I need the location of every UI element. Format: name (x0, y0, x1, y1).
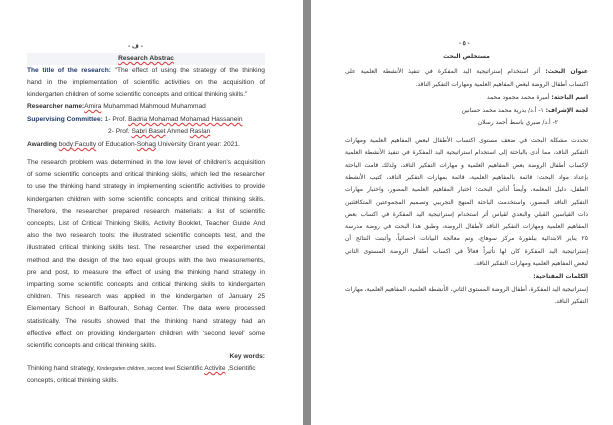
arabic-body-line: المفاهيم العلمية ومهارات التفكير الناقد لأطفال الروضة، وطبق هذا البحث في روضة مدرسة (345, 223, 588, 231)
title-line-1 (345, 66, 588, 78)
committee-line-2: ٢- أ.د/ صبري باسط أحمد رسلان (477, 119, 558, 126)
researcher-label: اسم الباحثة: (551, 94, 588, 101)
researcher-label: Researcher name: (27, 103, 85, 110)
awarding-rest: of Education- (96, 141, 137, 148)
title-line-2: hand in the implementation of scientific activities on the acquisition of (27, 79, 265, 86)
abstract-heading: مستخلص البحث (443, 53, 490, 60)
researcher-name: أميرة محمد محمود محمد (486, 94, 552, 101)
body-line: to use the thinking hand strategy in implementing scientific activities to provide (27, 183, 265, 191)
body-line: concepts, List of Critical Thinking Skills, Activity Booklet, Teacher Guide And (27, 220, 265, 227)
committee-1-name: Badria Mohamad Mohamad Hassanein (128, 116, 243, 123)
arabic-body-line: ذات القياسين القبلي والبعدي لقياس أثر استخدام إستراتيجية اليد المفكرة في اكساب بعض (345, 210, 588, 218)
keywords-line-2: concepts, critical thinking skills. (27, 377, 119, 384)
researcher-first: Amira (84, 103, 102, 110)
body-line: statistically. The results showed that the thinking hand strategy had an (27, 317, 265, 325)
committee-line-1 (345, 105, 588, 117)
page-divider (303, 0, 311, 425)
keywords-line-1: إستراتيجية اليد المفكرة، أطفال الروضة المستوى الثاني، الأنشطة العلمية، المفاهيم العلمية، مهارات (344, 286, 588, 293)
kw-d: ,Scientific (225, 365, 256, 372)
arabic-body-line: ٢٥ يناير الابتدائية ببلفورة مركز سوهاج، وتم معالجة البيانات احصائياً، وأثبتت النتائج أن (345, 235, 588, 243)
kw-a: Thinking hand strategy, (27, 365, 97, 372)
body-line: scientific concepts and critical thinking skills. (27, 342, 157, 349)
body-line: illustrated critical thinking skills test. The researcher used the experimental (27, 244, 265, 252)
awarding-end: University Grant year: 2021. (155, 141, 240, 148)
committee-1-prefix: 1- Prof. (102, 116, 129, 123)
awarding-sohag: Sohag (136, 141, 156, 148)
arabic-body-line: التفكير الناقد المصور، واستخدمت الباحثة المنهج التجريبي وتصميم المجموعتين المتكافئتين (345, 198, 588, 206)
committee-label: لجنة الإشراف: (545, 107, 588, 114)
arabic-body-line: إستراتيجية اليد المفكرة كان لها تأثيراً فعالاً في اكساب أطفال الروضة المستوى الثاني (345, 247, 588, 255)
committee-line-2 (108, 126, 210, 138)
body-line: imparting some scientific concepts and critical thinking skills to kindergarten (27, 281, 265, 288)
kw-b: Scientific (176, 365, 205, 372)
title-text: أثر استخدام إستراتيجية اليد المفكرة في تنفيذ الأنشطة العلمية على (345, 68, 546, 75)
body-line: effective effect on providing kindergarten children with 'second level' some (27, 329, 265, 337)
arabic-body-line: بإعداد مواد البحث: قائمة بالمفاهيم العلمية، قائمة بمهارات التفكير الناقد، كتيب الأنشطة (345, 173, 588, 181)
body-line: of some scientific concepts and critical thinking skills, which led the researcher (27, 171, 265, 179)
keywords-line-1 (27, 363, 265, 375)
committee-2-rest: Ahmed (165, 128, 190, 135)
page-number: - ف - (128, 43, 143, 50)
researcher-line (27, 101, 265, 113)
page-number: - ٥ - (459, 41, 470, 47)
title-line-2: اكتساب أطفال الروضة لبعض المفاهيم العلمية ومهارات التفكير الناقد. (415, 81, 588, 88)
title-line-3: kindergarten children of some scientific concepts and critical thinking skills." (27, 91, 248, 98)
researcher-rest: Muhammad Mahmoud Muhammad (101, 103, 206, 110)
keywords-line-2: التفكير الناقد. (554, 298, 588, 305)
arabic-body-line: لبعض المفاهيم العلمية ومهارات التفكير الناقد. (474, 260, 588, 267)
kw-c: Activite (204, 365, 226, 372)
kw-small: Kindergarten children, second level (96, 366, 177, 372)
committee-2-last: Raslan (189, 128, 211, 135)
committee-2-name: Sabri Baset (131, 128, 166, 135)
awarding-body: body:Faculty (58, 141, 97, 148)
keywords-label: Key words: (229, 353, 265, 360)
body-line: Therefore, the researcher prepared research materials: a list of scientific (27, 207, 265, 215)
body-line: method and the design of the two equal groups with the two measurements, (27, 256, 265, 264)
body-line: children. This research was applied in the kindergarten of January 25 (27, 293, 265, 301)
body-line: kindergarten children with some scientific concepts and critical thinking skills. (27, 195, 265, 203)
abstract-heading (27, 53, 265, 65)
title-line-1 (27, 65, 265, 77)
committee-1: ١- أ.د/ بدرية محمد محمد حسانين (461, 107, 546, 114)
body-line: Elementary School in Balfourah, Sohag Center. The data were processed (27, 305, 265, 313)
title-text: "The effect of using the strategy of the thinking (114, 67, 265, 74)
committee-line-1 (27, 114, 265, 126)
committee-label: Supervising Committee: (27, 116, 103, 123)
english-abstract-page (0, 0, 303, 425)
researcher-line (345, 92, 588, 104)
arabic-body-line: الطفل، دليل المعلمة، وأيضاً أداتي البحث: اختبار المفاهيم العلمية المصور، واختبار مهارات (345, 186, 588, 194)
arabic-body-line: التفكير الناقد، مما أدى بالباحثة إلى استخدام استراتيجية اليد المفكرة في تنفيذ الأنشطة العلمية (345, 149, 588, 157)
arabic-abstract-page (311, 0, 613, 425)
committee-2-prefix: 2- Prof. (108, 128, 132, 135)
body-line: pre and post, to measure the effect of using the thinking hand strategy in (27, 268, 265, 276)
awarding-line (27, 139, 265, 151)
arabic-body-line: لإكساب أطفال الروضة بعض المفاهيم العلمية و مهارات التفكير الناقد، ولذلك قامت الباحثة (345, 161, 588, 169)
keywords-label: الكلمات المفتاحية: (533, 273, 588, 280)
awarding-label: Awarding (27, 141, 57, 148)
arabic-body-line: تحددت مشكلة البحث في ضعف مستوى اكتساب الأطفال لبعض المفاهيم العلمية ومهارات (345, 137, 588, 144)
title-label: The title of the research: (27, 67, 111, 74)
heading-text: Research Abstrac (118, 55, 174, 62)
body-line: also the two research tools: the illustrated scientific concepts test, and the (27, 232, 265, 240)
title-label: عنوان البحث: (545, 68, 588, 75)
body-line: The research problem was determined in the low level of children's acquisition (27, 159, 265, 166)
